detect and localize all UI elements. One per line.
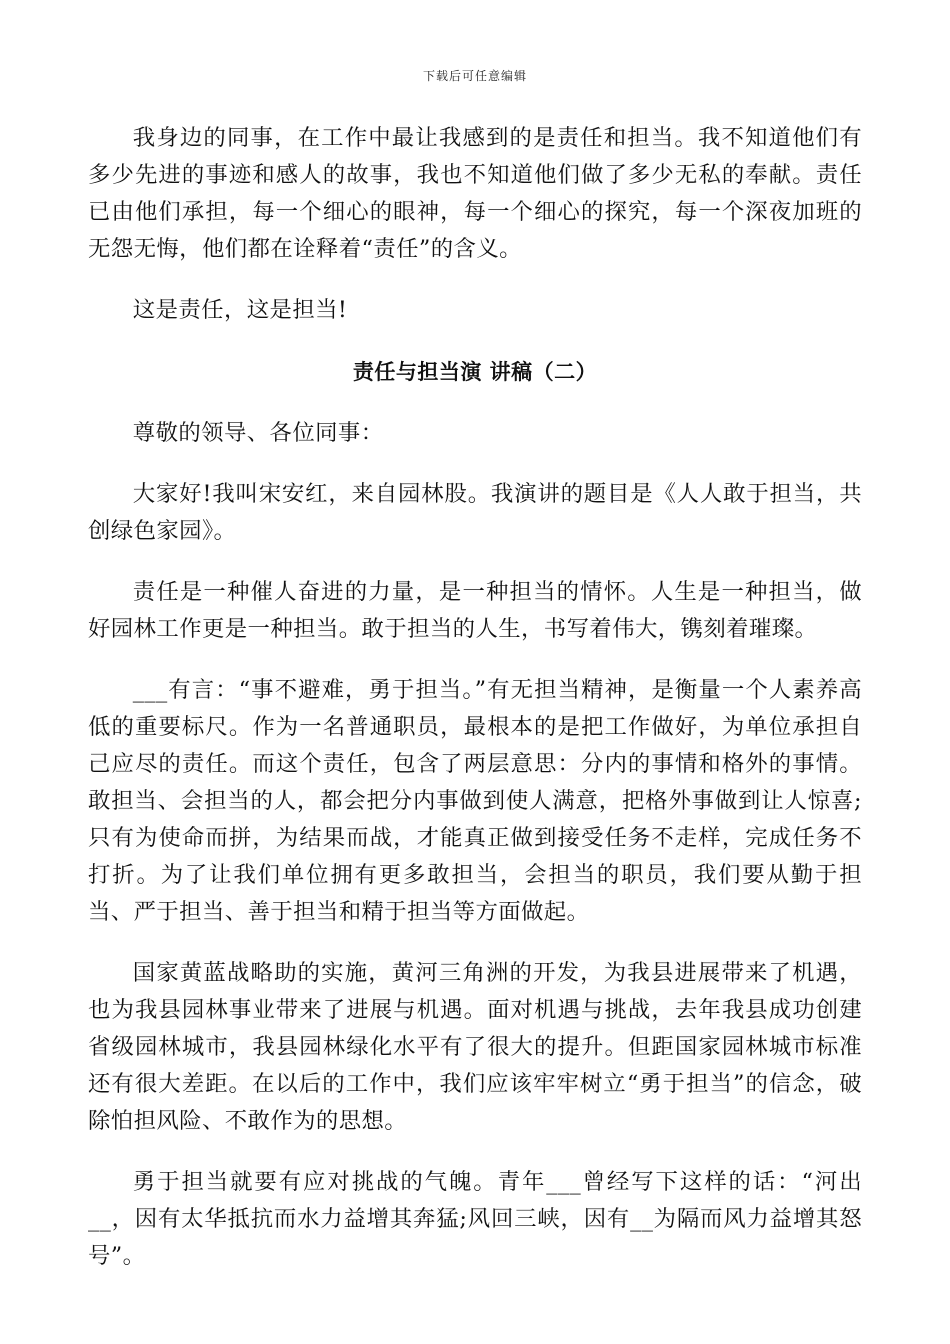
paragraph-saying: ___有言：“事不避难，勇于担当。”有无担当精神，是衡量一个人素养高低的重要标尺。作为一名普通职员，最根本的是把工作做好，为单位承担自己应尽的责任。而这个责任，包含了两层意思：分内的事情和格外的事情。敢担当、会担当的人，都会把分内事做到使人满意，把格外事做到让人惊喜;只有为使命而拼，为结果而战，才能真正做到接受任务不走样，完成任务不打折。为了让我们单位拥有更多敢担当，会担当的职员，我们要从勤于担当、严于担当、善于担当和精于担当等方面做起。: [88, 677, 862, 925]
paragraph-challenge: 勇于担当就要有应对挑战的气魄。青年___曾经写下这样的话：“河出__，因有太华抵抗而水力益增其奔猛;风回三峡，因有__为隔而风力益增其怒号”。: [88, 1169, 862, 1269]
paragraph-colleagues: 我身边的同事，在工作中最让我感到的是责任和担当。我不知道他们有多少先进的事迹和感人的故事，我也不知道他们做了多少无私的奉献。责任已由他们承担，每一个细心的眼神，每一个细心的探究，每一个深夜加班的无怨无悔，他们都在诠释着“责任”的含义。: [88, 125, 862, 262]
paragraph-greeting: 尊敬的领导、各位同事：: [132, 420, 384, 446]
document-body: [88, 120, 862, 1299]
paragraph-conclusion: 这是责任，这是担当!: [132, 297, 348, 323]
paragraph-responsibility: 责任是一种催人奋进的力量，是一种担当的情怀。人生是一种担当，做好园林工作更是一种担当。敢于担当的人生，书写着伟大，镌刻着璀璨。: [88, 579, 862, 642]
header-note: 下载后可任意编辑: [422, 69, 527, 83]
paragraph-strategy: 国家黄蓝战略助的实施，黄河三角洲的开发，为我县进展带来了机遇，也为我县园林事业带来了进展与机遇。面对机遇与挑战，去年我县成功创建省级园林城市，我县园林绿化水平有了很大的提升。但距国家园林城市标准还有很大差距。在以后的工作中，我们应该牢牢树立“勇于担当”的信念，破除怕担风险、不敢作为的思想。: [88, 960, 862, 1134]
paragraph-introduction: 大家好!我叫宋安红，来自园林股。我演讲的题目是《人人敢于担当，共创绿色家园》。: [88, 481, 862, 544]
section-title: 责任与担当演 讲稿（二）: [352, 360, 598, 384]
